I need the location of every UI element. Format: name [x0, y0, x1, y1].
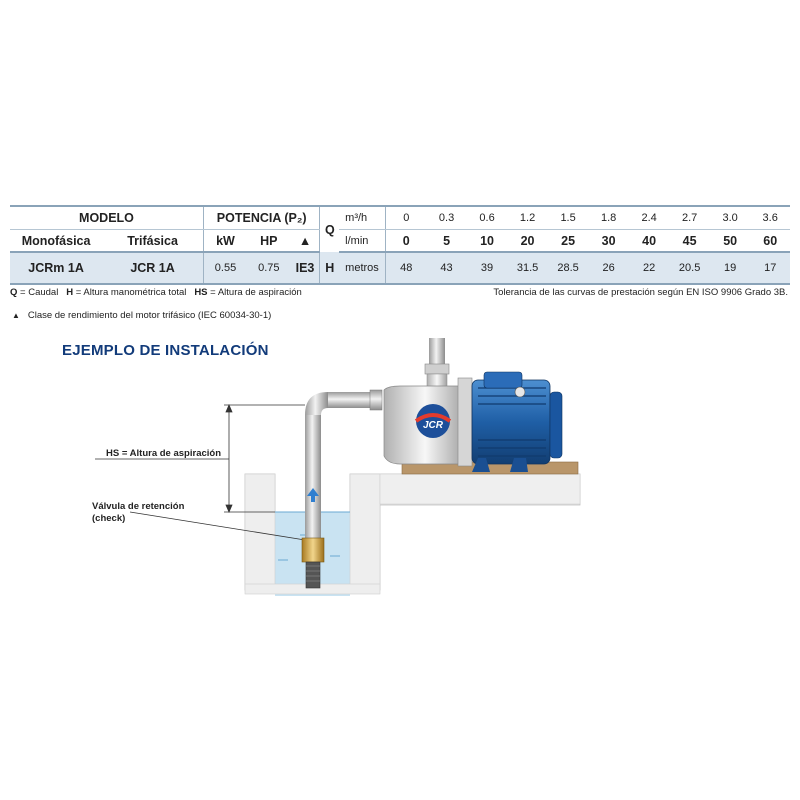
power-hp: 0.75	[247, 252, 291, 284]
q-lmin-cell: 20	[507, 230, 548, 253]
unit-m3h: m³/h	[339, 206, 386, 230]
h-value-cell: 48	[386, 252, 427, 284]
q-lmin-cell: 0	[386, 230, 427, 253]
valve-label-check: (check)	[92, 513, 126, 524]
header-trifasica: Trifásica	[102, 230, 203, 253]
q-m3h-cell: 3.0	[710, 206, 751, 230]
q-lmin-cell: 50	[710, 230, 751, 253]
class-note: ▲ Clase de rendimiento del motor trifásico (IEC 60034-30-1)	[12, 310, 272, 321]
q-m3h-cell: 0	[386, 206, 427, 230]
brand-logo-text: JCR	[422, 420, 444, 431]
unit-metros: metros	[339, 252, 386, 284]
installation-diagram	[0, 330, 800, 610]
hs-label: HS = Altura de aspiración	[106, 448, 222, 459]
q-m3h-cell: 0.6	[467, 206, 508, 230]
q-lmin-cell: 25	[548, 230, 589, 253]
pump-motor	[472, 372, 562, 472]
header-potencia: POTENCIA (P₂)	[203, 206, 319, 230]
q-lmin-cell: 60	[750, 230, 790, 253]
h-value-cell: 22	[629, 252, 670, 284]
h-value-cell: 28.5	[548, 252, 589, 284]
terminal-box	[484, 372, 522, 388]
h-value-cell: 43	[426, 252, 467, 284]
h-label: H	[320, 252, 339, 284]
q-lmin-cell: 10	[467, 230, 508, 253]
q-m3h-cell: 2.4	[629, 206, 670, 230]
triangle-icon: ▲	[12, 311, 20, 320]
q-m3h-cell: 1.5	[548, 206, 589, 230]
q-m3h-cell: 2.7	[669, 206, 710, 230]
pump-spec-table	[10, 205, 790, 285]
pump-body	[384, 378, 472, 466]
power-kw: 0.55	[203, 252, 247, 284]
h-value-cell: 26	[588, 252, 629, 284]
q-m3h-cell: 3.6	[750, 206, 790, 230]
header-modelo: MODELO	[10, 206, 203, 230]
q-label: Q	[320, 206, 339, 252]
header-triangle: ▲	[291, 230, 320, 253]
h-value-cell: 31.5	[507, 252, 548, 284]
h-value-cell: 20.5	[669, 252, 710, 284]
q-lmin-cell: 45	[669, 230, 710, 253]
model-tri: JCR 1A	[102, 252, 203, 284]
install-example-title: EJEMPLO DE INSTALACIÓN	[62, 342, 269, 359]
valve-label: Válvula de retención	[92, 501, 185, 512]
model-mono: JCRm 1A	[10, 252, 102, 284]
q-m3h-cell: 1.2	[507, 206, 548, 230]
well-structure	[245, 474, 580, 596]
q-m3h-cell: 1.8	[588, 206, 629, 230]
header-monofasica: Monofásica	[10, 230, 102, 253]
efficiency-class: IE3	[291, 252, 320, 284]
h-value-cell: 19	[710, 252, 751, 284]
q-lmin-cell: 30	[588, 230, 629, 253]
tolerance-note: Tolerancia de las curvas de prestación según EN ISO 9906 Grado 3B.	[493, 287, 788, 298]
q-m3h-cell: 0.3	[426, 206, 467, 230]
unit-lmin: l/min	[339, 230, 386, 253]
q-lmin-cell: 5	[426, 230, 467, 253]
header-kw: kW	[203, 230, 247, 253]
discharge-pipe	[425, 338, 449, 388]
q-lmin-cell: 40	[629, 230, 670, 253]
header-hp: HP	[247, 230, 291, 253]
h-value-cell: 39	[467, 252, 508, 284]
legend-note: Q = Caudal H = Altura manométrica total HS = Altura de aspiración	[10, 287, 302, 298]
h-value-cell: 17	[750, 252, 790, 284]
